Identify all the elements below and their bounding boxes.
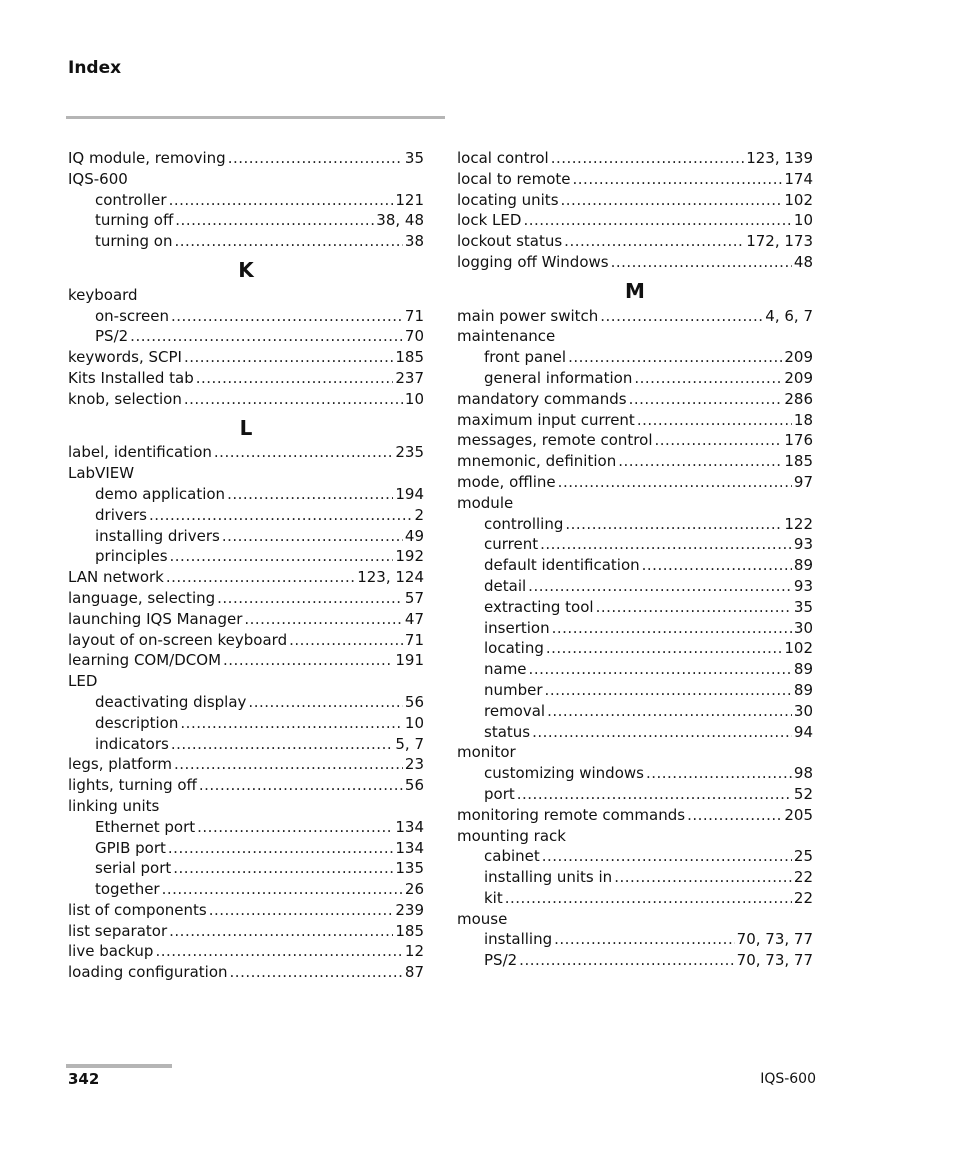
- index-section-letter: L: [239, 415, 253, 440]
- index-subentry: [457, 867, 813, 888]
- index-term: language, selecting: [68, 588, 216, 607]
- dot-leader: [618, 451, 782, 472]
- index-term: on-screen: [95, 306, 169, 325]
- index-page-ref: 237: [395, 368, 424, 387]
- dot-leader: [551, 148, 744, 169]
- index-subentry: [457, 638, 813, 659]
- index-term: learning COM/DCOM: [68, 651, 222, 670]
- dot-leader: [155, 941, 402, 962]
- index-term: local to remote: [457, 169, 571, 188]
- index-entry: [68, 347, 424, 368]
- index-page-ref: 5, 7: [395, 734, 424, 753]
- index-entry: [68, 941, 424, 962]
- dot-leader: [540, 534, 792, 555]
- index-term: lockout status: [457, 232, 563, 251]
- dot-leader: [175, 210, 374, 231]
- index-page-ref: 94: [793, 722, 813, 741]
- index-term: Ethernet port: [95, 817, 196, 836]
- dot-leader: [196, 368, 394, 389]
- index-subentry: [457, 929, 813, 950]
- index-subentry: [68, 879, 424, 900]
- index-term: monitor: [457, 743, 516, 762]
- dot-leader: [174, 754, 403, 775]
- index-term: LabVIEW: [68, 464, 135, 483]
- dot-leader: [611, 252, 792, 273]
- index-term: turning on: [95, 232, 173, 251]
- dot-leader: [222, 526, 403, 547]
- index-term: LAN network: [68, 568, 164, 587]
- dot-leader: [184, 347, 393, 368]
- dot-leader: [171, 306, 403, 327]
- index-page-ref: 18: [793, 410, 813, 429]
- index-subentry: [457, 680, 813, 701]
- index-subentry: [457, 597, 813, 618]
- index-term: removal: [484, 701, 546, 720]
- index-page-ref: 123, 124: [357, 568, 424, 587]
- index-subentry: [68, 713, 424, 734]
- index-term: legs, platform: [68, 755, 173, 774]
- index-page-ref: 87: [404, 963, 424, 982]
- index-term: general information: [484, 368, 633, 387]
- index-term: turning off: [95, 211, 174, 230]
- index-page-ref: 205: [784, 805, 813, 824]
- index-entry: [457, 148, 813, 169]
- index-subentry: [68, 326, 424, 347]
- index-entry: [68, 368, 424, 389]
- index-term: mode, offline: [457, 472, 556, 491]
- index-term: mounting rack: [457, 826, 566, 845]
- index-page-ref: 102: [784, 190, 813, 209]
- index-term: logging off Windows: [457, 252, 609, 271]
- index-subentry: [68, 817, 424, 838]
- index-page-ref: 30: [793, 701, 813, 720]
- dot-leader: [646, 763, 792, 784]
- index-subentry: [68, 190, 424, 211]
- index-entry: [457, 231, 813, 252]
- index-term: loading configuration: [68, 963, 228, 982]
- dot-leader: [558, 472, 792, 493]
- dot-leader: [169, 190, 394, 211]
- index-page-ref: 89: [793, 556, 813, 575]
- index-page-ref: 122: [784, 514, 813, 533]
- page-header-title: Index: [68, 58, 122, 78]
- index-entry: [457, 909, 813, 930]
- index-page-ref: 10: [793, 211, 813, 230]
- dot-leader: [561, 190, 783, 211]
- index-subentry: [457, 659, 813, 680]
- index-term: lock LED: [457, 211, 522, 230]
- index-entry: [68, 671, 424, 692]
- index-page-ref: 26: [404, 880, 424, 899]
- index-page-ref: 174: [784, 169, 813, 188]
- index-term: monitoring remote commands: [457, 805, 686, 824]
- dot-leader: [130, 326, 403, 347]
- index-page-ref: 194: [395, 484, 424, 503]
- dot-leader: [180, 713, 403, 734]
- index-term: name: [484, 660, 527, 679]
- dot-leader: [547, 701, 792, 722]
- dot-leader: [687, 805, 782, 826]
- dot-leader: [528, 576, 792, 597]
- dot-leader: [634, 368, 782, 389]
- index-page-ref: 70: [404, 327, 424, 346]
- index-term: mandatory commands: [457, 389, 627, 408]
- index-page-ref: 22: [793, 888, 813, 907]
- dot-leader: [217, 588, 403, 609]
- dot-leader: [552, 618, 792, 639]
- index-subentry: [68, 734, 424, 755]
- index-entry: [68, 609, 424, 630]
- index-page-ref: 89: [793, 680, 813, 699]
- index-page-ref: 134: [395, 838, 424, 857]
- index-page-ref: 35: [793, 597, 813, 616]
- index-term: number: [484, 680, 543, 699]
- index-term: installing drivers: [95, 526, 220, 545]
- index-page-ref: 22: [793, 868, 813, 887]
- index-section-letter: K: [238, 257, 254, 282]
- index-subentry: [457, 534, 813, 555]
- dot-leader: [244, 609, 403, 630]
- index-term: extracting tool: [484, 597, 594, 616]
- index-page-ref: 23: [404, 755, 424, 774]
- index-entry: [68, 463, 424, 484]
- index-entry: [457, 389, 813, 410]
- index-page-ref: 135: [395, 859, 424, 878]
- index-term: live backup: [68, 942, 154, 961]
- index-page-ref: 191: [395, 651, 424, 670]
- dot-leader: [565, 514, 782, 535]
- index-term: insertion: [484, 618, 550, 637]
- index-entry: [457, 805, 813, 826]
- index-page-ref: 47: [404, 609, 424, 628]
- dot-leader: [184, 389, 403, 410]
- dot-leader: [162, 879, 403, 900]
- index-term: default identification: [484, 556, 640, 575]
- dot-leader: [637, 410, 792, 431]
- index-entry: [457, 451, 813, 472]
- index-term: lights, turning off: [68, 776, 197, 795]
- dot-leader: [642, 555, 792, 576]
- dot-leader: [573, 169, 783, 190]
- document-id: IQS-600: [760, 1071, 816, 1087]
- dot-leader: [171, 734, 394, 755]
- index-entry: [68, 285, 424, 306]
- index-entry: [457, 430, 813, 451]
- dot-leader: [655, 430, 783, 451]
- index-page-ref: 35: [404, 149, 424, 167]
- index-term: label, identification: [68, 443, 212, 462]
- index-page-ref: 123, 139: [746, 149, 813, 167]
- index-term: installing units in: [484, 868, 613, 887]
- index-term: locating units: [457, 190, 559, 209]
- index-page-ref: 209: [784, 348, 813, 367]
- index-entry: [457, 410, 813, 431]
- index-subentry: [68, 306, 424, 327]
- index-term: mouse: [457, 909, 508, 928]
- dot-leader: [168, 838, 393, 859]
- index-entry: [68, 567, 424, 588]
- index-term: Kits Installed tab: [68, 368, 194, 387]
- index-term: knob, selection: [68, 389, 182, 408]
- index-entry: [457, 169, 813, 190]
- index-term: front panel: [484, 348, 567, 367]
- footer-divider: [66, 1064, 172, 1068]
- index-page-ref: 286: [784, 389, 813, 408]
- index-entry: [68, 900, 424, 921]
- index-page-ref: 209: [784, 368, 813, 387]
- index-page-ref: 38, 48: [376, 211, 424, 230]
- index-subentry: [457, 618, 813, 639]
- dot-leader: [227, 484, 393, 505]
- dot-leader: [223, 650, 393, 671]
- index-term: installing: [484, 930, 553, 949]
- index-term: maintenance: [457, 327, 556, 346]
- index-subentry: [457, 555, 813, 576]
- index-term: detail: [484, 576, 527, 595]
- dot-leader: [173, 858, 393, 879]
- index-page-ref: 134: [395, 817, 424, 836]
- index-page-ref: 176: [784, 431, 813, 450]
- index-subentry: [68, 484, 424, 505]
- dot-leader: [228, 148, 403, 169]
- index-term: PS/2: [484, 951, 518, 970]
- dot-leader: [542, 846, 792, 867]
- index-subentry: [457, 701, 813, 722]
- index-entry: [68, 962, 424, 983]
- index-subentry: [457, 576, 813, 597]
- index-page-ref: 57: [404, 588, 424, 607]
- index-page-ref: 89: [793, 660, 813, 679]
- index-subentry: [68, 838, 424, 859]
- index-term: together: [95, 880, 160, 899]
- index-entry: [68, 389, 424, 410]
- index-page-ref: 56: [404, 776, 424, 795]
- index-term: keywords, SCPI: [68, 348, 182, 367]
- dot-leader: [289, 630, 403, 651]
- index-page-ref: 97: [793, 472, 813, 491]
- index-subentry: [68, 858, 424, 879]
- index-page-ref: 71: [404, 306, 424, 325]
- dot-leader: [629, 389, 783, 410]
- index-subentry: [457, 722, 813, 743]
- index-term: LED: [68, 672, 98, 691]
- index-term: list separator: [68, 921, 168, 940]
- index-subentry: [457, 950, 813, 971]
- index-page-ref: 93: [793, 535, 813, 554]
- index-term: mnemonic, definition: [457, 452, 617, 471]
- index-term: layout of on-screen keyboard: [68, 630, 288, 649]
- dot-leader: [174, 231, 402, 252]
- index-subentry: [457, 514, 813, 535]
- index-column-left: [68, 148, 424, 983]
- index-term: messages, remote control: [457, 431, 653, 450]
- dot-leader: [529, 659, 792, 680]
- index-entry: [68, 588, 424, 609]
- index-term: status: [484, 722, 531, 741]
- index-term: drivers: [95, 505, 147, 524]
- index-term: port: [484, 784, 515, 803]
- dot-leader: [532, 722, 792, 743]
- dot-leader: [149, 505, 413, 526]
- index-column-right: [457, 148, 813, 971]
- index-entry: [68, 796, 424, 817]
- index-term: locating: [484, 639, 544, 658]
- dot-leader: [169, 921, 393, 942]
- index-page-ref: 25: [793, 847, 813, 866]
- index-page-ref: 30: [793, 618, 813, 637]
- dot-leader: [519, 950, 734, 971]
- dot-leader: [209, 900, 394, 921]
- index-entry: [457, 252, 813, 273]
- index-term: main power switch: [457, 306, 599, 325]
- dot-leader: [505, 888, 792, 909]
- index-page-ref: 71: [404, 630, 424, 649]
- index-term: module: [457, 493, 514, 512]
- index-page-ref: 48: [793, 252, 813, 271]
- index-page-ref: 4, 6, 7: [765, 306, 813, 325]
- dot-leader: [614, 867, 792, 888]
- index-term: kit: [484, 888, 503, 907]
- index-entry: [68, 148, 424, 169]
- index-page-ref: 49: [404, 526, 424, 545]
- index-term: customizing windows: [484, 764, 644, 783]
- index-term: indicators: [95, 734, 169, 753]
- index-page-ref: 2: [414, 505, 424, 524]
- index-page-ref: 192: [395, 547, 424, 566]
- index-term: cabinet: [484, 847, 540, 866]
- header-divider: [66, 116, 445, 119]
- index-term: launching IQS Manager: [68, 609, 243, 628]
- index-entry: [68, 630, 424, 651]
- index-term: current: [484, 535, 539, 554]
- index-entry: [457, 472, 813, 493]
- index-entry: [457, 742, 813, 763]
- index-entry: [68, 775, 424, 796]
- index-section-letter: M: [625, 278, 645, 303]
- page-number: 342: [68, 1070, 100, 1088]
- dot-leader: [170, 546, 394, 567]
- index-page-ref: 185: [784, 452, 813, 471]
- index-term: description: [95, 713, 179, 732]
- index-page-ref: 172, 173: [746, 232, 813, 251]
- index-subentry: [68, 505, 424, 526]
- index-entry: [68, 754, 424, 775]
- dot-leader: [517, 784, 792, 805]
- index-term: demo application: [95, 484, 226, 503]
- index-subentry: [68, 692, 424, 713]
- index-entry: [457, 210, 813, 231]
- dot-leader: [546, 638, 782, 659]
- index-entry: [457, 190, 813, 211]
- index-subentry: [457, 784, 813, 805]
- index-entry: [457, 826, 813, 847]
- index-subentry: [68, 546, 424, 567]
- index-page-ref: 98: [793, 764, 813, 783]
- index-entry: [457, 493, 813, 514]
- index-page-ref: 185: [395, 348, 424, 367]
- dot-leader: [523, 210, 791, 231]
- index-page-ref: 12: [404, 942, 424, 961]
- dot-leader: [564, 231, 744, 252]
- index-term: controlling: [484, 514, 564, 533]
- index-term: GPIB port: [95, 838, 166, 857]
- index-page-ref: 38: [404, 232, 424, 251]
- index-subentry: [457, 846, 813, 867]
- dot-leader: [166, 567, 355, 588]
- index-term: local control: [457, 149, 549, 167]
- index-subentry: [68, 231, 424, 252]
- index-term: IQ module, removing: [68, 149, 226, 167]
- index-term: IQS-600: [68, 169, 128, 188]
- dot-leader: [600, 306, 763, 327]
- index-page-ref: 56: [404, 692, 424, 711]
- index-page-ref: 10: [404, 389, 424, 408]
- dot-leader: [197, 817, 393, 838]
- index-subentry: [457, 888, 813, 909]
- dot-leader: [199, 775, 403, 796]
- index-subentry: [68, 526, 424, 547]
- index-entry: [68, 650, 424, 671]
- index-entry: [68, 442, 424, 463]
- index-page-ref: 235: [395, 443, 424, 462]
- index-page-ref: 239: [395, 900, 424, 919]
- index-subentry: [457, 368, 813, 389]
- index-term: principles: [95, 547, 168, 566]
- index-page-ref: 185: [395, 921, 424, 940]
- index-page-ref: 70, 73, 77: [736, 930, 813, 949]
- index-term: PS/2: [95, 327, 129, 346]
- index-term: deactivating display: [95, 692, 247, 711]
- index-page-ref: 10: [404, 713, 424, 732]
- index-page-ref: 93: [793, 576, 813, 595]
- index-subentry: [457, 347, 813, 368]
- index-page-ref: 121: [395, 190, 424, 209]
- index-entry: [68, 921, 424, 942]
- dot-leader: [545, 680, 792, 701]
- dot-leader: [214, 442, 393, 463]
- index-entry: [68, 169, 424, 190]
- index-page-ref: 102: [784, 639, 813, 658]
- index-term: maximum input current: [457, 410, 635, 429]
- index-page-ref: 52: [793, 784, 813, 803]
- dot-leader: [248, 692, 402, 713]
- dot-leader: [568, 347, 782, 368]
- index-subentry: [68, 210, 424, 231]
- index-entry: [457, 306, 813, 327]
- index-term: serial port: [95, 859, 172, 878]
- dot-leader: [596, 597, 792, 618]
- index-term: linking units: [68, 796, 160, 815]
- dot-leader: [230, 962, 403, 983]
- index-term: controller: [95, 190, 167, 209]
- dot-leader: [554, 929, 735, 950]
- index-subentry: [457, 763, 813, 784]
- index-page-ref: 70, 73, 77: [736, 951, 813, 970]
- index-term: list of components: [68, 900, 207, 919]
- index-entry: [457, 326, 813, 347]
- index-term: keyboard: [68, 285, 138, 304]
